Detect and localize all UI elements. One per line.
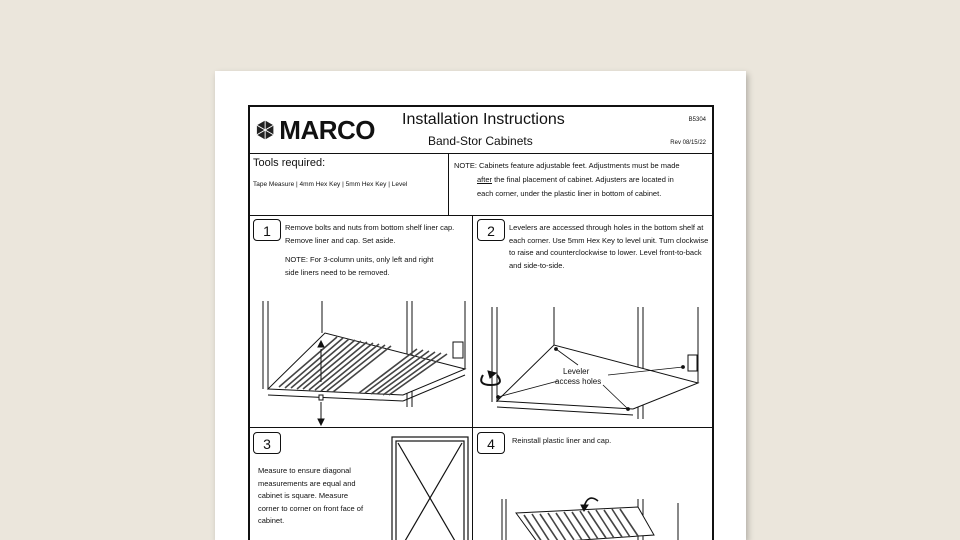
step-number: 3 <box>253 432 281 454</box>
note-underlined-word: after <box>477 175 493 184</box>
shelf-liner-diagram <box>255 297 470 427</box>
tools-list: Tape Measure | 4mm Hex Key | 5mm Hex Key | Level <box>253 181 408 188</box>
marco-logo-icon <box>255 114 275 146</box>
divider <box>250 153 712 154</box>
brand-name: MARCO <box>279 114 375 145</box>
revision-date: Rev 08/15/22 <box>670 140 706 146</box>
divider <box>250 427 712 428</box>
step-number: 1 <box>253 219 281 241</box>
step-4-text: Reinstall plastic liner and cap. <box>512 436 612 445</box>
note-prefix: NOTE: <box>454 161 477 170</box>
page-subtitle: Band-Stor Cabinets <box>428 134 533 148</box>
step-3-text: Measure to ensure diagonal measurements are equal and cabinet is square. Measure corner to corner on front face of cabinet. <box>258 466 364 525</box>
note-line-3: each corner, under the plastic liner in bottom of cabinet. <box>477 189 662 198</box>
document-frame <box>248 105 714 540</box>
step-number: 2 <box>477 219 505 241</box>
divider <box>448 153 449 215</box>
adjustment-note <box>454 159 704 201</box>
page-title: Installation Instructions <box>402 111 565 128</box>
step-2-text: Levelers are accessed through holes in the bottom shelf at each corner. Use 5mm Hex Key to level unit. Turn clockwise to raise and counterclockwise to lower. Level front-to-back and side-to-side. <box>509 223 709 270</box>
step-1-note: NOTE: For 3-column units, only left and right side liners need to be removed. <box>285 255 434 277</box>
note-line-1: Cabinets feature adjustable feet. Adjustments must be made <box>479 161 680 170</box>
divider <box>250 215 712 216</box>
callout-label: access holes <box>555 377 602 386</box>
diagonal-measure-diagram <box>388 433 472 540</box>
callout-label: Leveler <box>563 367 590 376</box>
step-number: 4 <box>477 432 505 454</box>
tools-heading: Tools required: <box>253 157 326 169</box>
instruction-sheet <box>215 71 746 540</box>
step-1-text: Remove bolts and nuts from bottom shelf liner cap. Remove liner and cap. Set aside. <box>285 223 455 245</box>
leveler-diagram <box>478 297 710 427</box>
note-line-2: the final placement of cabinet. Adjusters are located in <box>492 175 674 184</box>
document-code: B5304 <box>688 117 706 123</box>
divider <box>472 215 473 540</box>
reinstall-liner-diagram <box>478 487 710 540</box>
brand-logo <box>255 112 375 148</box>
